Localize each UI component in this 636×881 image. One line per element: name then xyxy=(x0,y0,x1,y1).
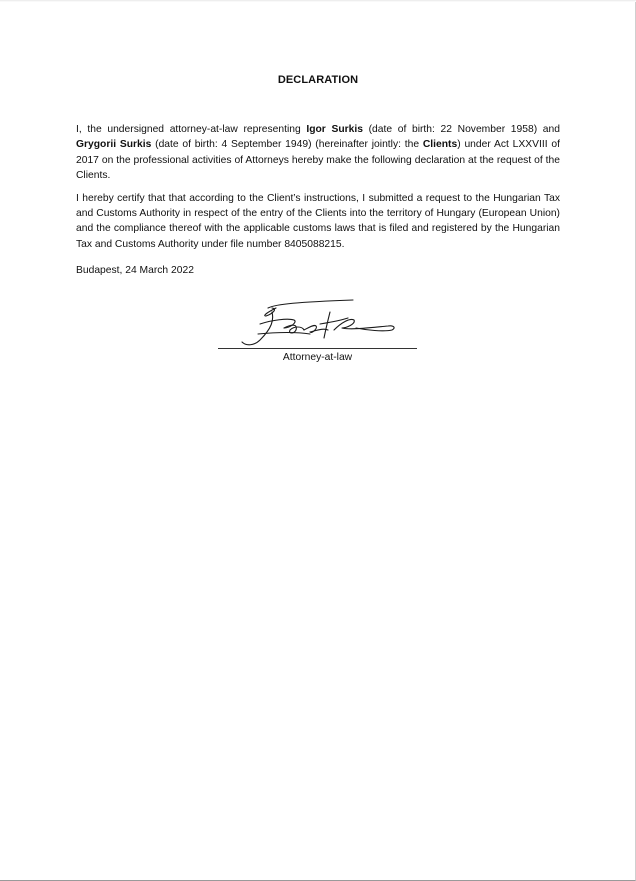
paragraph-text: (date of birth: 4 September 1949) (hereinafter jointly: the xyxy=(151,139,423,151)
client-name-igor: Igor Surkis xyxy=(306,124,363,135)
paragraph-text: I, the undersigned attorney-at-law representing xyxy=(76,124,307,135)
paragraph-text: (date of birth: 22 November 1958) and xyxy=(362,124,560,135)
document-title: DECLARATION xyxy=(277,74,359,86)
clients-term: Clients xyxy=(422,139,458,151)
paragraph-certification: I hereby certify that that according to the Client’s instructions, I submitted a request to the Hungarian Tax and Customs Authority in respect of the entry of the Clients into the territory of Hungary (European Union) and the compliance thereof with the applicable customs laws that is filed and registered by the Hungarian Tax and Customs Authority under file number 8405088215. xyxy=(76,192,560,250)
handwritten-signature xyxy=(238,294,404,350)
client-name-grygorii: Grygorii Surkis xyxy=(76,139,152,151)
paragraph-representation xyxy=(76,122,560,184)
place-and-date: Budapest, 24 March 2022 xyxy=(76,265,194,276)
page-edge xyxy=(0,0,636,2)
signature-line xyxy=(218,348,417,349)
document-body xyxy=(76,122,560,259)
signature-caption: Attorney-at-law xyxy=(282,352,353,363)
paragraph-text: ) under Act LXXVIII of 2017 on the professional activities of Attorneys hereby make the following declaration at the request of the Clients. xyxy=(76,139,560,182)
